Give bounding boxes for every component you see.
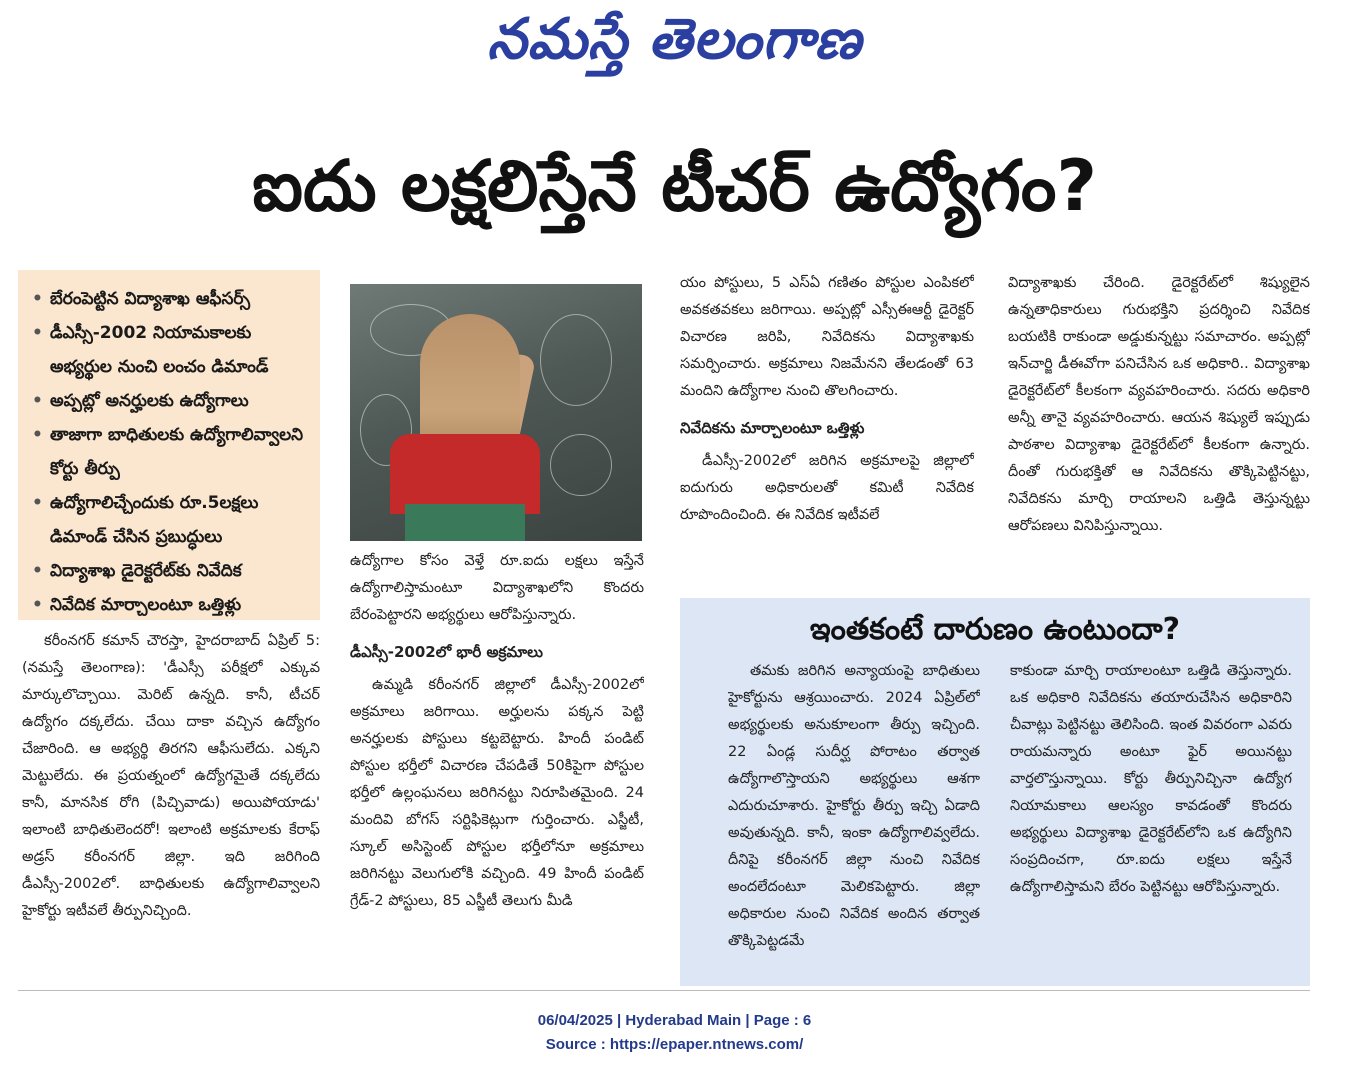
sidebar-story-box (680, 598, 1310, 986)
body-paragraph: డీఎస్సీ-2002లో జరిగిన అక్రమాలపై జిల్లాలో ఐదుగురు అధికారులతో కమిటీ నివేదిక రూపొందించింది. ఈ నివేదిక ఇటీవలే (680, 453, 974, 523)
sidebar-story-column-right (1010, 658, 1292, 976)
sidebar-story-column-left (728, 658, 980, 976)
newspaper-masthead: నమస్తే తెలంగాణ (487, 6, 862, 72)
section-subheading: నివేదికను మార్చాలంటూ ఒత్తిళ్లు (680, 419, 865, 437)
bottom-divider (18, 990, 1310, 991)
body-paragraph: ఉమ్మడి కరీంనగర్ జిల్లాలో డీఎస్సీ-2002లో అక్రమాలు జరిగాయి. అర్హులను పక్కన పెట్టి అనర్హులకు పోస్టులు కట్టబెట్టారు. హిందీ పండిట్ పోస్టుల భర్తీలో విచారణ చేపడితే 50కిపైగా పోస్టుల భర్తీలో ఉల్లంఘనలు జరిగినట్టు నిరూపితమైంది. 24 మందివి బోగస్ సర్టిఫికెట్లుగా గుర్తించారు. ఎస్జీటీ, స్కూల్ అసిస్టెంట్ పోస్టుల భర్తీలోనూ అక్రమాలు జరిగినట్టు వెలుగులోకి వచ్చింది. 49 హిందీ పండిట్ గ్రేడ్-2 పోస్టులు, 85 ఎస్జీటీ తెలుగు మీడి (350, 677, 644, 909)
body-paragraph: కాకుండా మార్చి రాయాలంటూ ఒత్తిడి తెస్తున్నారు. ఒక అధికారి నివేదికను తయారుచేసిన అధికారిని చీవాట్లు పెట్టినట్టు తెలిసింది. ఇంత వివరంగా ఎవరు రాయమన్నారు అంటూ ఫైర్ అయినట్టు వార్తలొస్తున్నాయి. కోర్టు తీర్పునిచ్చినా ఉద్యోగ నియామకాలు ఆలస్యం కావడంతో కొందరు అభ్యర్థులు విద్యాశాఖ డైరెక్టరేట్‌లోని ఒక ఉద్యోగిని సంప్రదించగా, రూ.ఐదు లక్షలు ఇస్తేనే ఉద్యోగాలిస్తామని బేరం పెట్టినట్టు ఆరోపిస్తున్నారు. (1010, 663, 1292, 895)
highlight-item: • డీఎస్సీ-2002 నియామకాలకు అభ్యర్థుల నుంచి లంచం డిమాండ్ (30, 316, 312, 384)
photo-caption: ఉద్యోగాల కోసం వెళ్తే రూ.ఐదు లక్షలు ఇస్తేనే ఉద్యోగాలిస్తామంటూ విద్యాశాఖలోని కొందరు బేరంపెట్టారని అభ్యర్థులు ఆరోపిస్తున్నారు. (350, 553, 644, 623)
body-paragraph: విద్యాశాఖకు చేరింది. డైరెక్టరేట్‌లో శిష్యులైన ఉన్నతాధికారులు గురుభక్తిని ప్రదర్శించి నివేదిక బయటికి రాకుండా అడ్డుకున్నట్టు సమాచారం. అప్పట్లో ఇన్‌చార్జి డీఈవోగా పనిచేసిన ఒక అధికారి.. విద్యాశాఖ డైరెక్టరేట్‌లో కీలకంగా వ్యవహరించారు. సదరు అధికారి అన్నీ తానై వ్యవహరించారు. ఆయన శిష్యులే ఇప్పుడు పాఠశాల విద్యాశాఖ డైరెక్టరేట్‌లో కీలకంగా ఉన్నారు. దీంతో గురుభక్తితో ఆ నివేదికను తొక్కిపెట్టినట్టు, నివేదికను మార్చి రాయాలని ఒత్తిడి తెస్తున్నట్టు ఆరోపణలు వినిపిస్తున్నాయి. (1008, 275, 1310, 534)
article-headline: ఐదు లక్షలిస్తేనే టీచర్ ఉద్యోగం? (252, 145, 1097, 227)
highlight-item: • నివేదిక మార్చాలంటూ ఒత్తిళ్లు (30, 588, 312, 622)
article-column-4 (1008, 270, 1310, 588)
body-paragraph: యం పోస్టులు, 5 ఎస్ఏ గణితం పోస్టుల ఎంపికలో అవకతవకలు జరిగాయి. అప్పట్లో ఎస్సీఈఆర్టీ డైరెక్టర్ విచారణ జరిపి, నివేదికను విద్యాశాఖకు సమర్పించారు. అక్రమాలు నిజమేనని తేలడంతో 63 మందిని ఉద్యోగాల నుంచి తొలగించారు. (680, 275, 974, 399)
section-subheading: డీఎస్సీ-2002లో భారీ అక్రమాలు (350, 643, 543, 661)
body-paragraph: కరీంనగర్ కమాన్ చౌరస్తా, హైదరాబాద్ ఏప్రిల్ 5: (నమస్తే తెలంగాణ): 'డీఎస్సీ పరీక్షలో ఎక్కువ మార్కులొచ్చాయి. మెరిట్ ఉన్నది. కానీ, టీచర్ ఉద్యోగం దక్కలేదు. చేయి దాకా వచ్చిన ఉద్యోగం చేజారింది. ఆ అభ్యర్థి తిరగని ఆఫీసులేదు. ఎక్కని మెట్టులేదు. ఈ ప్రయత్నంలో ఉద్యోగమైతే దక్కలేదు కానీ, మానసిక రోగి (పిచ్చివాడు) అయిపోయాడు' ఇలాంటి బాధితులెందరో! ఇలాంటి అక్రమాలకు కేరాఫ్ అడ్రస్ కరీంనగర్ జిల్లా. ఇది జరిగింది డీఎస్సీ-2002లో. బాధితులకు ఉద్యోగాలివ్వాలని హైకోర్టు ఇటీవలే తీర్పునిచ్చింది. (22, 633, 320, 919)
highlights-box (18, 270, 320, 620)
highlights-list (30, 282, 312, 622)
article-column-2 (350, 548, 644, 978)
page-info-footer: 06/04/2025 | Hyderabad Main | Page : 6 (537, 1012, 812, 1029)
body-paragraph: తమకు జరిగిన అన్యాయంపై బాధితులు హైకోర్టును ఆశ్రయించారు. 2024 ఏప్రిల్‌లో అభ్యర్థులకు అనుకూలంగా తీర్పు ఇచ్చింది. 22 ఏండ్ల సుదీర్ఘ పోరాటం తర్వాత ఉద్యోగాలొస్తాయని అభ్యర్థులు ఆశగా ఎదురుచూశారు. హైకోర్టు తీర్పు ఇచ్చి ఏడాది అవుతున్నది. కానీ, ఇంకా ఉద్యోగాలివ్వలేదు. దీనిపై కరీంనగర్ జిల్లా నుంచి నివేదిక అందలేదంటూ మెలికపెట్టారు. జిల్లా అధికారుల నుంచి నివేదిక అందిన తర్వాత తొక్కిపెట్టడమే (728, 663, 980, 949)
highlight-item: • విద్యాశాఖ డైరెక్టరేట్‌కు నివేదిక (30, 554, 312, 588)
sidebar-story-title: ఇంతకంటే దారుణం ఉంటుందా? (809, 612, 1180, 647)
source-footer: Source : https://epaper.ntnews.com/ (545, 1036, 804, 1053)
highlight-item: • తాజాగా బాధితులకు ఉద్యోగాలివ్వాలని కోర్టు తీర్పు (30, 418, 312, 486)
article-column-1 (22, 628, 320, 978)
article-column-3 (680, 270, 974, 588)
highlight-item: • ఉద్యోగాలిచ్చేందుకు రూ.5లక్షలు డిమాండ్ చేసిన ప్రబుద్ధులు (30, 486, 312, 554)
teacher-blackboard-photo (350, 284, 642, 541)
highlight-item: • అప్పట్లో అనర్హులకు ఉద్యోగాలు (30, 384, 312, 418)
highlight-item: • బేరంపెట్టిన విద్యాశాఖ ఆఫీసర్స్ (30, 282, 312, 316)
